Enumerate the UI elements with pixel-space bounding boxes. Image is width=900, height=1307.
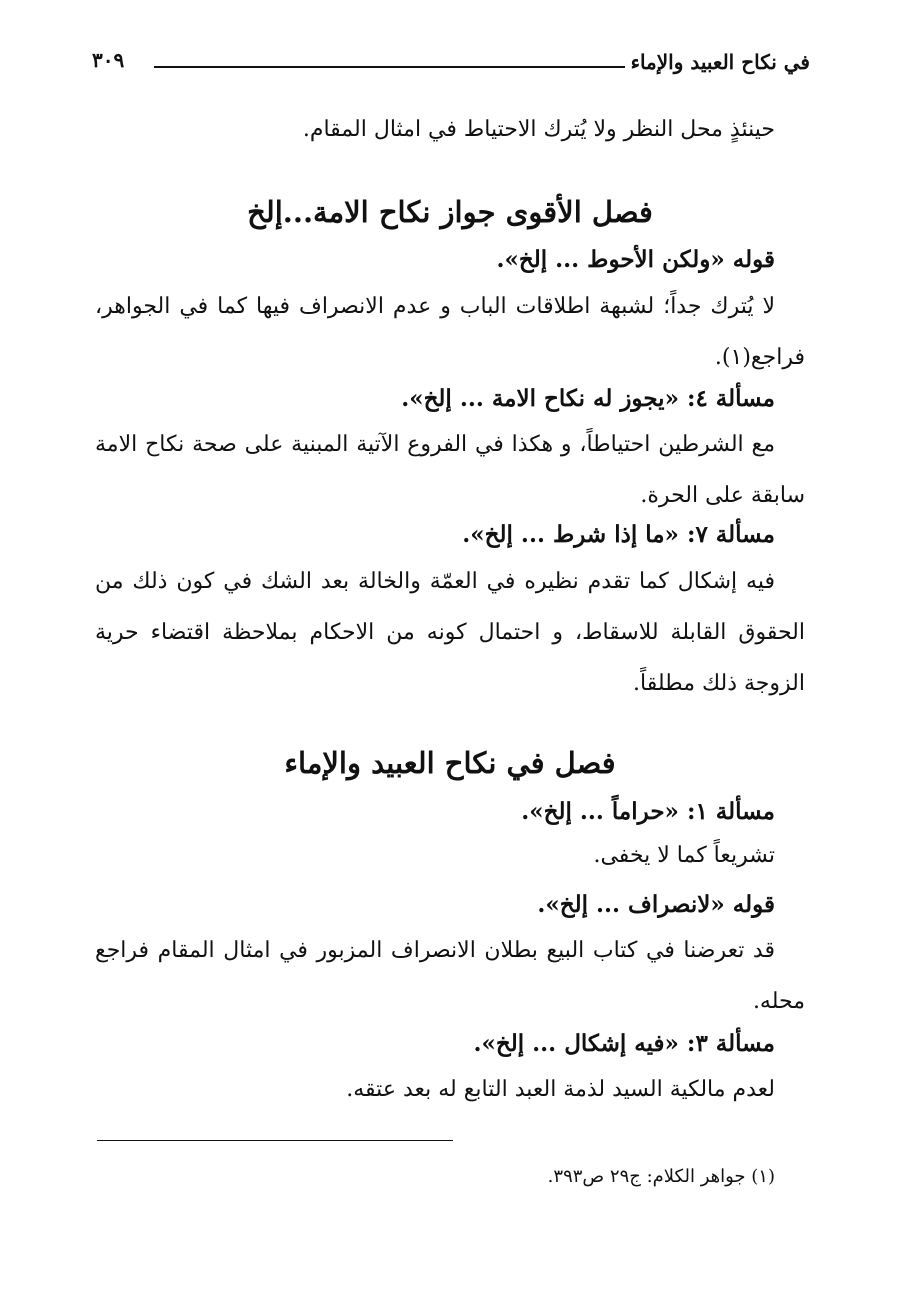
qawluh-insiraf-heading: قوله «لانصراف ... إلخ».: [537, 891, 775, 918]
footnote-rule: [97, 1140, 453, 1141]
section2-masala-1-heading: مسألة ١: «حراماً ... إلخ».: [521, 798, 775, 825]
qawluh-ahwat-heading: قوله «ولكن الأحوط ... إلخ».: [496, 246, 775, 273]
intro-paragraph: حينئذٍ محل النظر ولا يُترك الاحتياط في امثال المقام.: [302, 117, 775, 142]
running-title: في نكاح العبيد والإماء: [630, 50, 810, 74]
masala-4-text: مع الشرطين احتياطاً، و هكذا في الفروع الآتية المبنية على صحة نكاح الامة سابقة على الحرة.: [95, 432, 805, 508]
header-rule: [154, 66, 625, 68]
section2-masala-3-heading: مسألة ٣: «فيه إشكال ... إلخ».: [473, 1030, 775, 1057]
qawluh-insiraf-text: قد تعرضنا في كتاب البيع بطلان الانصراف المزبور في امثال المقام فراجع محله.: [95, 938, 805, 1014]
masala-7-heading: مسألة ٧: «ما إذا شرط ... إلخ».: [462, 521, 775, 548]
section2-masala-3-text: لعدم مالكية السيد لذمة العبد التابع له بعد عتقه.: [346, 1077, 775, 1102]
section-title-slaves-marriage: فصل في نكاح العبيد والإماء: [284, 746, 616, 780]
qawluh-ahwat-text: لا يُترك جداً؛ لشبهة اطلاقات الباب و عدم الانصراف فيها كما في الجواهر، فراجع(١).: [95, 294, 805, 370]
page-header: [92, 48, 810, 88]
section-title-amah-marriage: فصل الأقوى جواز نكاح الامة...إلخ: [247, 195, 653, 229]
masala-7-text: فيه إشكال كما تقدم نظيره في العمّة والخالة بعد الشك في كون ذلك من الحقوق القابلة للاسقاط، و احتمال كونه من الاحكام بملاحظة اقتضاء حرية الزوجة ذلك مطلقاً.: [95, 569, 805, 696]
section2-masala-1-text: تشريعاً كما لا يخفى.: [593, 843, 775, 868]
masala-4-heading: مسألة ٤: «يجوز له نكاح الامة ... إلخ».: [401, 385, 775, 412]
page-number: ٣٠٩: [92, 48, 125, 72]
footnote-1: (١) جواهر الكلام: ج٢٩ ص٣٩٣.: [547, 1166, 775, 1187]
